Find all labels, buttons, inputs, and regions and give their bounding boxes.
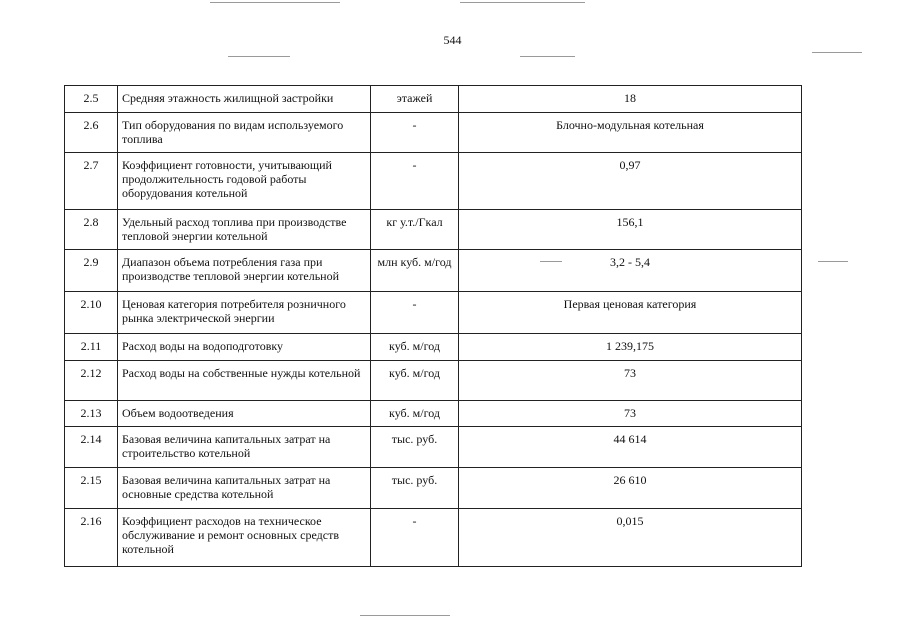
value-cell: 156,1 — [459, 210, 802, 250]
row-number: 2.7 — [65, 153, 118, 210]
table-row — [65, 427, 802, 468]
table-row — [65, 250, 802, 292]
parameter-name: Диапазон объема потребления газа при производстве тепловой энергии котельной — [118, 250, 371, 292]
value-cell: 0,015 — [459, 509, 802, 567]
page-number: 544 — [443, 33, 462, 47]
row-number: 2.13 — [65, 401, 118, 427]
value-cell: Блочно-модульная котельная — [459, 113, 802, 153]
spec-table — [64, 85, 802, 567]
table-row — [65, 509, 802, 567]
row-number: 2.14 — [65, 427, 118, 468]
value-cell: 73 — [459, 401, 802, 427]
parameter-name: Объем водоотведения — [118, 401, 371, 427]
value-cell: 44 614 — [459, 427, 802, 468]
value-cell: 3,2 - 5,4 — [459, 250, 802, 292]
parameter-name: Тип оборудования по видам используемого топлива — [118, 113, 371, 153]
value-cell: 73 — [459, 361, 802, 401]
row-number: 2.15 — [65, 468, 118, 509]
parameter-name: Базовая величина капитальных затрат на основные средства котельной — [118, 468, 371, 509]
parameter-name: Удельный расход топлива при производстве тепловой энергии котельной — [118, 210, 371, 250]
value-cell: 18 — [459, 86, 802, 113]
row-number: 2.9 — [65, 250, 118, 292]
row-number: 2.11 — [65, 334, 118, 361]
unit-cell: тыс. руб. — [371, 427, 459, 468]
parameter-name: Расход воды на собственные нужды котельной — [118, 361, 371, 401]
parameter-name: Базовая величина капитальных затрат на строительство котельной — [118, 427, 371, 468]
unit-cell: - — [371, 113, 459, 153]
unit-cell: - — [371, 292, 459, 334]
parameter-name: Ценовая категория потребителя розничного рынка электрической энергии — [118, 292, 371, 334]
table-row — [65, 292, 802, 334]
table-row — [65, 361, 802, 401]
table-row — [65, 334, 802, 361]
unit-cell: - — [371, 153, 459, 210]
row-number: 2.12 — [65, 361, 118, 401]
row-number: 2.10 — [65, 292, 118, 334]
parameter-name: Коэффициент готовности, учитывающий продолжительность годовой работы оборудования котельной — [118, 153, 371, 210]
unit-cell: тыс. руб. — [371, 468, 459, 509]
row-number: 2.6 — [65, 113, 118, 153]
parameter-name: Расход воды на водоподготовку — [118, 334, 371, 361]
unit-cell: - — [371, 509, 459, 567]
row-number: 2.5 — [65, 86, 118, 113]
row-number: 2.8 — [65, 210, 118, 250]
table-row — [65, 468, 802, 509]
unit-cell: куб. м/год — [371, 334, 459, 361]
table-row — [65, 401, 802, 427]
table-row — [65, 86, 802, 113]
parameter-name: Средняя этажность жилищной застройки — [118, 86, 371, 113]
table-row — [65, 210, 802, 250]
unit-cell: кг у.т./Гкал — [371, 210, 459, 250]
unit-cell: млн куб. м/год — [371, 250, 459, 292]
table-row — [65, 113, 802, 153]
unit-cell: этажей — [371, 86, 459, 113]
table-row — [65, 153, 802, 210]
parameter-name: Коэффициент расходов на техническое обслуживание и ремонт основных средств котельной — [118, 509, 371, 567]
value-cell: Первая ценовая категория — [459, 292, 802, 334]
row-number: 2.16 — [65, 509, 118, 567]
value-cell: 1 239,175 — [459, 334, 802, 361]
unit-cell: куб. м/год — [371, 401, 459, 427]
unit-cell: куб. м/год — [371, 361, 459, 401]
value-cell: 26 610 — [459, 468, 802, 509]
value-cell: 0,97 — [459, 153, 802, 210]
